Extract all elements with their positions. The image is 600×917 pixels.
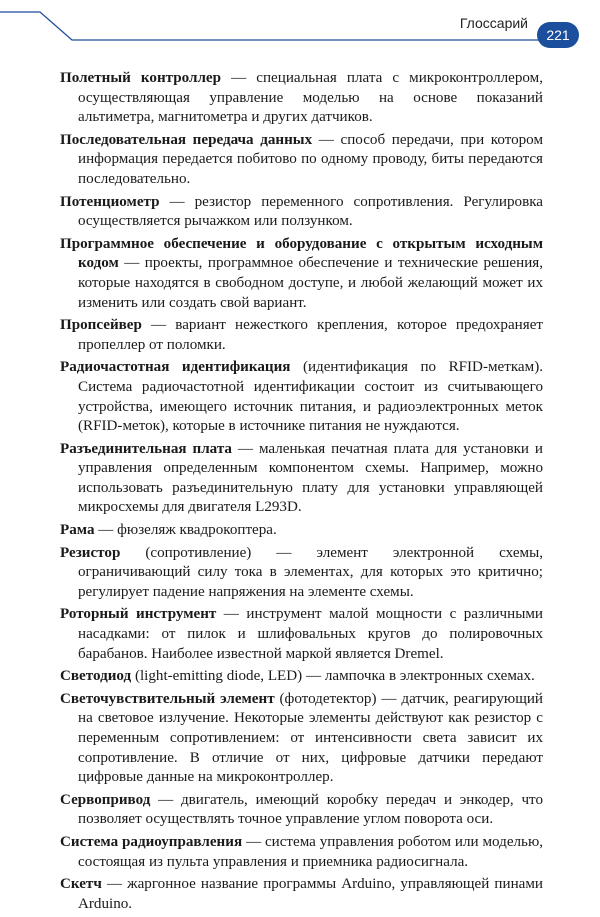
glossary-definition: — инструмент малой мощности с различными насадками: от пилок и шлифовальных кругов до полировочных барабанов. Наиболее известной маркой является Dremel.	[78, 606, 543, 662]
glossary-definition: — способ передачи, при котором информация передается побитово по одному проводу, биты передаются последовательно.	[78, 131, 543, 187]
glossary-entry	[60, 791, 543, 830]
page-header	[0, 0, 600, 60]
glossary-definition: (сопротивление) — элемент электронной схемы, ограничивающий силу тока в элементах, для которых это критично; регулирует падение напряжения на элементе схемы.	[78, 544, 543, 600]
glossary-definition: — маленькая печатная плата для установки и управления определенным компонентом схемы. Например, можно использовать разъединительную плату для установки управляющей микросхемы для двигателя L293D.	[78, 440, 543, 516]
glossary-definition: — система управления роботом или моделью, состоящая из пульта управления и приемника радиосигнала.	[78, 833, 543, 870]
glossary-term: Полетный контроллер	[60, 70, 222, 86]
glossary-definition: — проекты, программное обеспечение и технические решения, которые находятся в свободном доступе, и любой желающий может их изменить или создать свой вариант.	[78, 255, 543, 311]
glossary-term: Светочувствительный элемент	[60, 690, 275, 707]
page-number-badge: 221	[537, 22, 579, 48]
glossary-entry	[60, 690, 543, 788]
glossary-definition: — вариант нежесткого крепления, которое предохраняет пропеллер от поломки.	[78, 317, 543, 353]
glossary-term: Последовательная передача данных	[60, 131, 313, 148]
glossary-entry	[60, 69, 543, 128]
glossary-term: Рама	[60, 522, 95, 539]
glossary-entry	[60, 316, 543, 355]
glossary-entry	[60, 667, 543, 687]
glossary-entry	[60, 235, 543, 313]
glossary-term: Сервопривод	[60, 791, 151, 808]
glossary-term: Потенциометр	[60, 193, 160, 210]
glossary-definition: — специальная плата с микроконтроллером, осуществляющая управление моделью на основе показаний альтиметра, магнитометра и других датчиков.	[78, 70, 543, 126]
glossary-term: Программное обеспечение и оборудование с открытым исходным кодом	[60, 235, 543, 272]
glossary-term: Система радиоуправления	[60, 833, 243, 850]
glossary-entry	[60, 193, 543, 232]
section-title: Глоссарий	[459, 15, 528, 31]
glossary-definition: — фюзеляж квадрокоптера.	[94, 522, 277, 539]
glossary-term: Резистор	[60, 544, 121, 561]
glossary-entry	[60, 544, 543, 603]
glossary-entry	[60, 131, 543, 190]
glossary-definition: (фотодетектор) — датчик, реагирующий на световое излучение. Некоторые элементы действуют как резистор с переменным сопротивлением: от интенсивности света зависит их сопротивление. В отличие от них, цифровые датчики передают цифровые данные на микроконтроллер.	[78, 690, 543, 786]
glossary-term: Светодиод	[60, 668, 132, 685]
glossary-entry	[60, 833, 543, 872]
glossary-term: Роторный инструмент	[60, 606, 217, 623]
glossary-term: Скетч	[60, 876, 102, 893]
glossary-entry	[60, 605, 543, 664]
glossary-definition: — резистор переменного сопротивления. Регулировка осуществляется рычажком или ползунком.	[78, 193, 543, 230]
glossary-term: Радиочастотная идентификация	[60, 359, 291, 376]
glossary-term: Разъединительная плата	[60, 440, 232, 457]
glossary-definition: — двигатель, имеющий коробку передач и энкодер, что позволяет осуществлять точное управление углом поворота оси.	[78, 791, 543, 828]
glossary-entry	[60, 440, 543, 518]
glossary-definition: — жаргонное название программы Arduino, управляющей пинами Arduino.	[78, 876, 543, 912]
glossary-term: Пропсейвер	[60, 317, 142, 334]
glossary-definition: (идентификация по RFID-меткам). Система радиочастотной идентификации состоит из считывающего устройства, имеющего источник питания, и радиоэлектронных меток (RFID-меток), которые в источнике питания не нуждаются.	[78, 359, 543, 435]
glossary-definition: (light-emitting diode, LED) — лампочка в электронных схемах.	[131, 668, 535, 685]
glossary-list	[60, 69, 543, 917]
glossary-entry	[60, 875, 543, 914]
glossary-entry	[60, 358, 543, 436]
glossary-entry	[60, 521, 543, 541]
